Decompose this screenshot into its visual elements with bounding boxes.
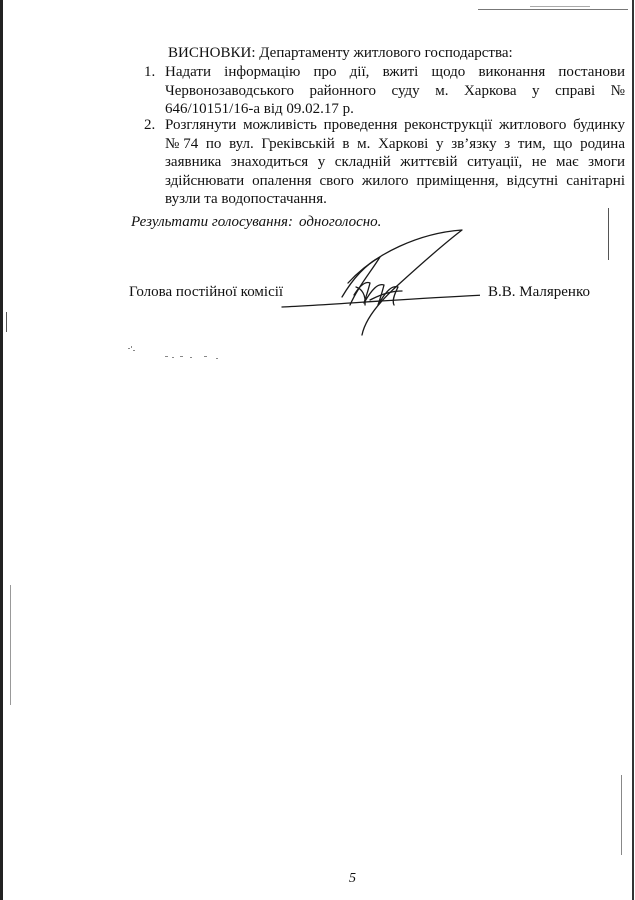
scan-top-rule-short xyxy=(530,6,590,7)
scan-edge-right xyxy=(632,0,634,900)
vote-results-value: одноголосно. xyxy=(299,214,382,230)
conclusion-item-number: 2. xyxy=(144,117,156,133)
signatory-name: В.В. Маляренко xyxy=(488,284,590,300)
vote-results-label: Результати голосування: xyxy=(131,214,294,230)
conclusion-item-number: 1. xyxy=(144,64,156,80)
scan-top-rule xyxy=(478,9,628,10)
conclusion-item-1: Надати інформацію про дії, вжиті щодо виконання постанови Червонозаводського районного суду м. Харкова у справі № 646/10151/16-а від 09.02.17 р. xyxy=(165,64,625,117)
scan-specks xyxy=(120,342,230,364)
page-number: 5 xyxy=(349,871,356,886)
scan-artifact-mark xyxy=(6,312,7,332)
conclusions-heading: ВИСНОВКИ: Департаменту житлового господарства: xyxy=(168,45,513,61)
conclusion-item-2: Розглянути можливість проведення реконструкції житлового будинку №74 по вул. Греківській в м. Харкові у зв’язку з тим, що родина заявника знаходиться у складній життєвій ситуації, не має змоги здійснювати опалення свого жилого приміщення, відсутні санітарні вузли та водопостачання. xyxy=(165,117,625,207)
scan-artifact-mark xyxy=(10,585,11,705)
scan-artifact-mark xyxy=(621,775,622,855)
scan-edge-left xyxy=(0,0,3,900)
scan-artifact-mark xyxy=(608,208,609,260)
signatory-role: Голова постійної комісії xyxy=(129,284,284,300)
handwritten-signature xyxy=(270,225,480,340)
